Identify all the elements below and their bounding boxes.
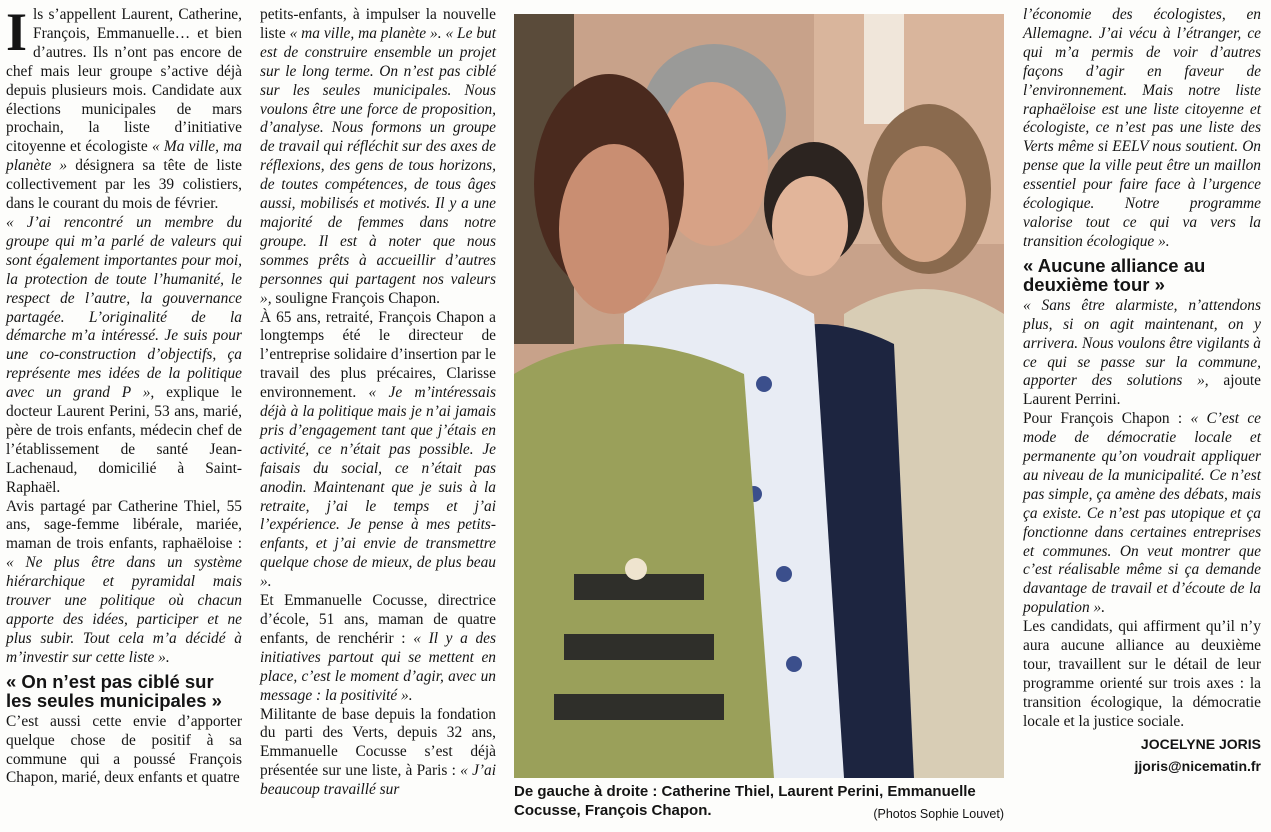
- paragraph: C’est aussi cette envie d’apporter quelque chose de positif à sa commune qui a poussé François Chapon, marié, deux enfants et quatre: [6, 712, 242, 787]
- text: ajoute Laurent Perrini.: [1023, 372, 1261, 409]
- quote: « J’ai rencontré un membre du groupe qui m’a parlé de valeurs qui sont également importantes pour moi, la protection de toute l’humanité, le respect de l’autre, la gouvernance partagée. L’originalité de la démarche m’a intéressé. Je suis pour une co-construction d’objectifs, ça représente mes idées de la politique avec un grand P »,: [6, 213, 242, 402]
- photo-illustration: [514, 14, 1004, 778]
- quote: « Ne plus être dans un système hiérarchique et pyramidal mais trouver une politique où chacun apporte des idées, participer et ne plus subir. Tout cela m’a décidé à m’investir sur cette liste ».: [6, 554, 242, 666]
- article-column-1: [6, 2, 242, 788]
- paragraph: [260, 309, 496, 593]
- paragraph: Les candidats, qui affirment qu’il n’y aura aucune alliance au deuxième tour, travaillent sur le détail de leur programme orienté sur trois axes : la transition écologique, la démocratie locale et la justice sociale.: [1023, 618, 1261, 730]
- intro-paragraph: [6, 2, 242, 214]
- text: explique le docteur Laurent Perini, 53 ans, marié, père de trois enfants, médecin chef de l’établissement de santé Jean-Lachenaud, domicilié à Saint-Raphaël.: [6, 384, 242, 496]
- text: À 65 ans, retraité, François Chapon a longtemps été le directeur de l’entreprise solidaire d’insertion par le travail des plus précaires, Clarisse environnement.: [260, 308, 496, 402]
- author-name: JOCELYNE JORIS: [1140, 735, 1261, 752]
- quote: « Je m’intéressais déjà à la politique mais je n’ai jamais pris d’engagement tant que j’étais en activité, ce n’était pas possible. Je faisais du social, ce n’était pas anodin. Maintenant que je suis à la retraite, j’ai le temps et j’ai l’expérience. Je pense à mes petits-enfants, et j’ai envie de transmettre quelque chose de mieux, de plus beau ».: [260, 384, 496, 591]
- article-column-4: [1023, 6, 1261, 776]
- paragraph: [1023, 297, 1261, 410]
- paragraph: [260, 6, 496, 309]
- text: désignera sa tête de liste collectivement par les 39 colistiers, dans le courant du mois de février.: [6, 157, 242, 213]
- text: ls s’appellent Laurent, Catherine, François, Emmanuelle… et bien d’autres. Ils n’ont pas encore de chef mais leur groupe s’active déjà depuis plusieurs mois. Candidate aux élections municipales de mars prochain, la liste d’initiative citoyenne et écologiste: [6, 6, 242, 156]
- quote: « C’est ce mode de démocratie locale et permanente qu’on voudrait appliquer au niveau de la municipalité. Ce n’est pas simple, ça amène des débats, mais ça existe. Ce n’est pas utopique et ça fonctionne dans certaines entreprises et communes. On veut montrer que c’est réalisable même si ça demande davantage de travail et d’écoute de la population ».: [1023, 410, 1261, 617]
- quote: « ma ville, ma planète ». « Le but est de construire ensemble un projet sur le long terme. On n’est pas ciblé sur les seules municipales. Nous voulons être une force de proposition, d’analyse. Nous formons un groupe de travail qui réfléchit sur des axes de réflexions, des gens de tous horizons, de toutes compétences, de tous âges aussi, mobilisés et motivés. Il y a une majorité de femmes dans notre groupe. Il est à noter que nous sommes prêts à accueillir d’autres personnes qui partagent nos valeurs »,: [260, 24, 496, 307]
- quote-paragraph: l’économie des écologistes, en Allemagne. J’ai vécu à l’étranger, ce qui m’a permis de voir d’autres façons d’agir en faveur de l’environnement. Mais notre liste raphaëloise est une liste citoyenne et écologiste, ce n’est pas une liste des Verts même si EELV nous soutient. On pense que la ville peut être un maillon essentiel pour faire face à l’urgence écologique. Notre programme valorise tout ce qui va vers la transition écologique ».: [1023, 6, 1261, 250]
- text: Pour François Chapon :: [1023, 410, 1183, 428]
- text: Militante de base depuis la fondation du parti des Verts, depuis 32 ans, Emmanuelle Cocusse s’est déjà présentée sur une liste, à Paris :: [260, 705, 496, 780]
- subheading: « Aucune alliance au deuxième tour »: [1023, 254, 1206, 295]
- author-email[interactable]: jjoris@nicematin.fr: [1134, 757, 1261, 774]
- article-column-2: [260, 6, 496, 800]
- quote: « Ma ville, ma planète »: [6, 138, 242, 175]
- photo-credit: (Photos Sophie Louvet): [873, 807, 1004, 821]
- paragraph: [260, 592, 496, 705]
- paragraph: [6, 498, 242, 668]
- text: Avis partagé par Catherine Thiel, 55 ans, sage-femme libérale, mariée, maman de trois enfants, raphaëloise :: [6, 497, 242, 553]
- text: Et Emmanuelle Cocusse, directrice d’école, 51 ans, maman de quatre enfants, de renchérir :: [260, 592, 496, 647]
- quote: « Sans être alarmiste, n’attendons plus, si on agit maintenant, on y arrivera. Nous voulons être vigilants à ce qui se passe sur la commune, apporter des solutions »,: [1023, 296, 1261, 390]
- caption-text: De gauche à droite : Catherine Thiel, Laurent Perini, Emmanuelle Cocusse, François Chapon.: [514, 783, 976, 819]
- paragraph: [260, 706, 496, 801]
- quote: « J’ai beaucoup travaillé sur: [260, 762, 496, 799]
- paragraph: [6, 214, 242, 498]
- group-photo: [514, 14, 1004, 778]
- subheading: « On n’est pas ciblé sur les seules municipales »: [6, 670, 222, 711]
- paragraph: [1023, 410, 1261, 618]
- text: petits-enfants, à impulser la nouvelle liste: [260, 6, 496, 42]
- photo-caption: [514, 782, 1004, 824]
- drop-cap: I: [6, 2, 28, 62]
- quote: « Il y a des initiatives partout qui se mettent en place, c’est le moment d’agir, avec un message : la positivité ».: [260, 629, 496, 704]
- text: souligne François Chapon.: [275, 289, 440, 307]
